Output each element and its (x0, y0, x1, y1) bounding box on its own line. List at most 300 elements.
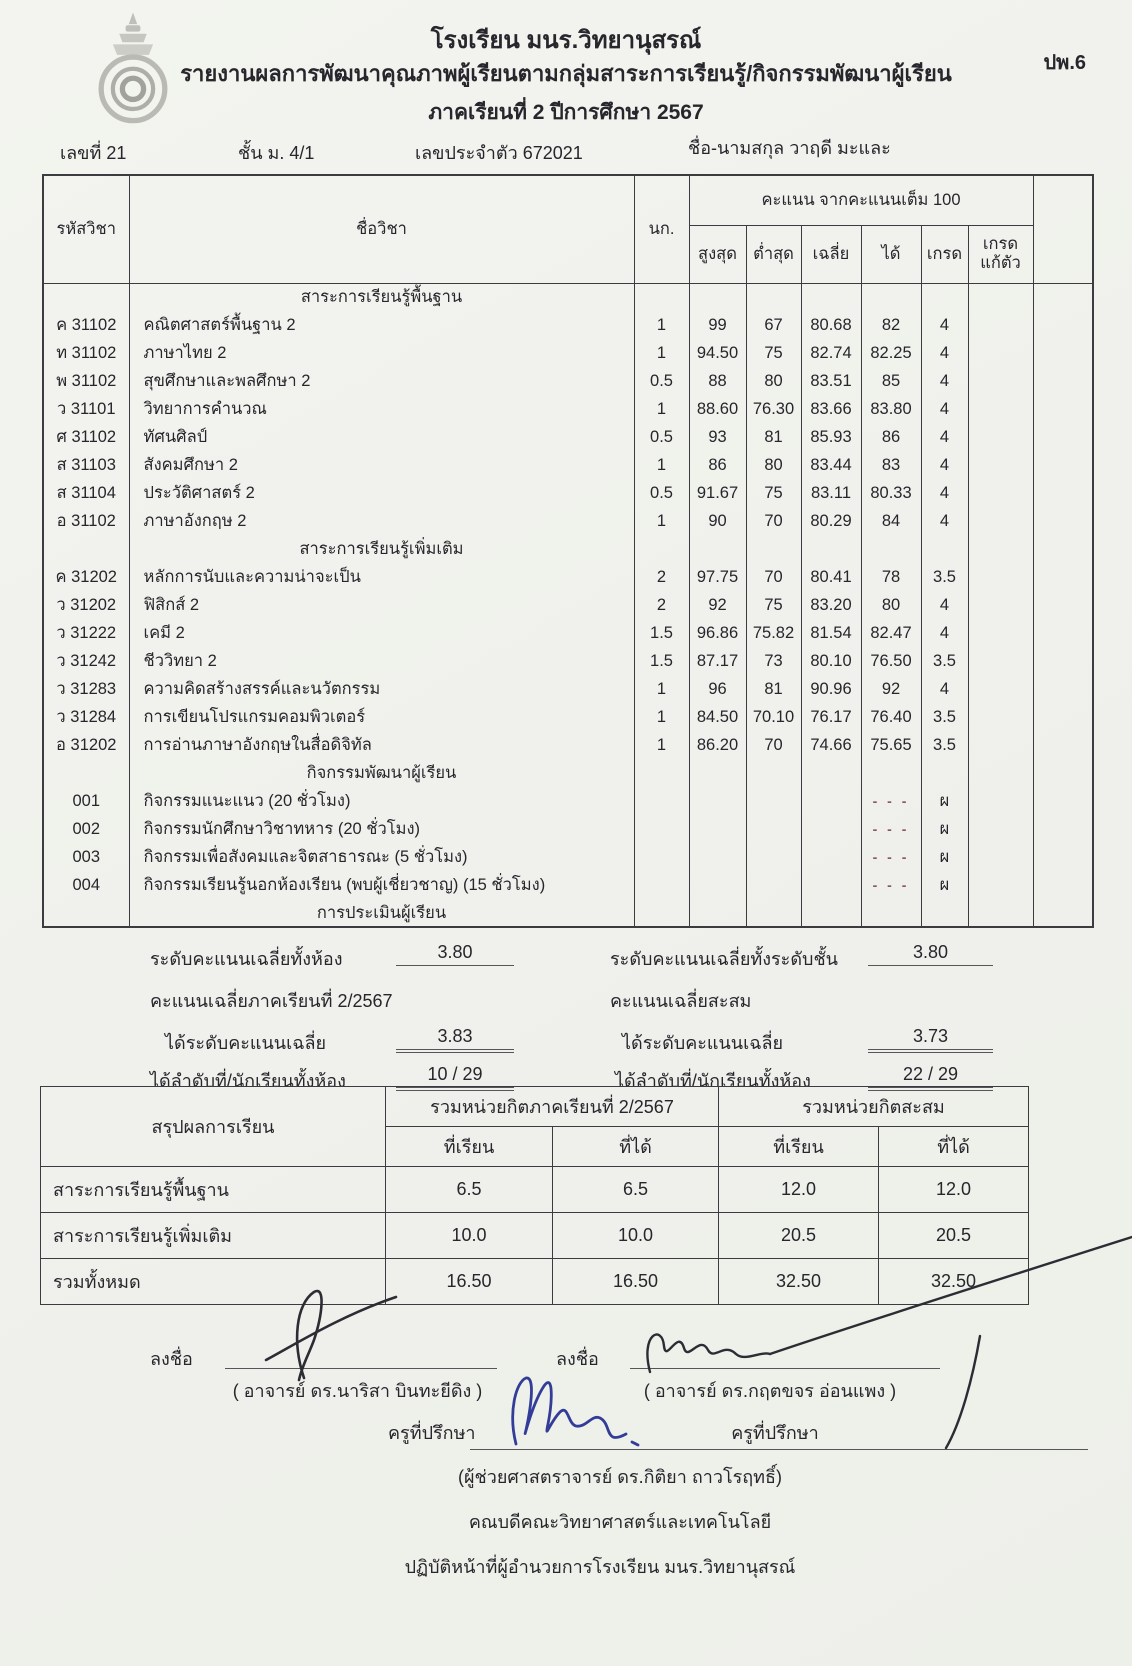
cell-term-earned: 10.0 (553, 1213, 719, 1259)
summary-section (0, 936, 1132, 1106)
cell-regrade (968, 647, 1033, 675)
grades-row (43, 339, 1093, 367)
student-class: ชั้น ม. 4/1 (238, 143, 315, 163)
cell-mean: 82.74 (801, 339, 861, 367)
cell-code (43, 759, 129, 787)
cell-regrade (968, 395, 1033, 423)
cell-mean: 90.96 (801, 675, 861, 703)
cell-name: กิจกรรมนักศึกษาวิชาทหาร (20 ชั่วโมง) (129, 815, 634, 843)
cell-regrade (968, 339, 1033, 367)
student-seat-no: เลขที่ 21 (60, 143, 127, 163)
cell-grade: 4 (921, 479, 968, 507)
cell-regrade (968, 899, 1033, 927)
cell-max (689, 787, 746, 815)
cell-blank (1033, 591, 1093, 619)
cell-mean (801, 871, 861, 899)
cell-got: - - - (861, 815, 921, 843)
cell-code: อ 31102 (56, 512, 116, 530)
grades-section-row (43, 283, 1093, 311)
summary-label: ระดับคะแนนเฉลี่ยทั้งระดับชั้น (610, 949, 838, 969)
grades-row (43, 731, 1093, 759)
cell-max: 86 (689, 451, 746, 479)
cell-max: 96 (689, 675, 746, 703)
cell-name: กิจกรรมแนะแนว (20 ชั่วโมง) (129, 787, 634, 815)
cell-name: การประเมินผู้เรียน (129, 899, 634, 927)
cell-min: 67 (746, 311, 801, 339)
grades-row (43, 675, 1093, 703)
grades-row (43, 395, 1093, 423)
cell-cum-enrolled: 12.0 (719, 1167, 879, 1213)
cell-name: สุขศึกษาและพลศึกษา 2 (129, 367, 634, 395)
cell-grade: 3.5 (921, 703, 968, 731)
cell-grade (921, 535, 968, 563)
cell-name: ชีววิทยา 2 (129, 647, 634, 675)
grades-table (42, 174, 1094, 928)
cell-credits: 1 (634, 507, 689, 535)
cell-got: 78 (861, 563, 921, 591)
cell-got: 82.25 (861, 339, 921, 367)
cell-grade (921, 759, 968, 787)
cell-got: 83.80 (861, 395, 921, 423)
cell-got (861, 759, 921, 787)
cell-grade: 4 (921, 423, 968, 451)
cell-got (861, 283, 921, 311)
cell-blank (1033, 311, 1093, 339)
cell-code (43, 899, 129, 927)
signature-section (0, 1316, 1132, 1666)
cell-credits (634, 283, 689, 311)
cell-mean: 80.10 (801, 647, 861, 675)
cell-max: 94.50 (689, 339, 746, 367)
cell-name: สาระการเรียนรู้เพิ่มเติม (129, 535, 634, 563)
cell-min: 70.10 (746, 703, 801, 731)
director-role-1: คณบดีคณะวิทยาศาสตร์และเทคโนโลยี (468, 1512, 772, 1532)
cell-grade: ผ (921, 815, 968, 843)
cell-name: วิทยาการคำนวณ (129, 395, 634, 423)
cell-name: กิจกรรมเรียนรู้นอกห้องเรียน (พบผู้เชี่ยวชาญ) (15 ชั่วโมง) (129, 871, 634, 899)
cell-credits: 1 (634, 395, 689, 423)
cell-cum-enrolled: 32.50 (719, 1259, 879, 1305)
student-id: เลขประจำตัว 672021 (415, 143, 583, 163)
cell-mean: 83.66 (801, 395, 861, 423)
col-header-code: รหัสวิชา (43, 175, 129, 283)
summary-value: 22 / 29 (868, 1064, 993, 1091)
cell-max: 99 (689, 311, 746, 339)
summary-value: 10 / 29 (396, 1064, 514, 1091)
cell-blank (1033, 619, 1093, 647)
grades-section-row (43, 535, 1093, 563)
cell-blank (1033, 843, 1093, 871)
cell-max (689, 871, 746, 899)
cell-blank (1033, 871, 1093, 899)
grades-row (43, 619, 1093, 647)
cell-cum-earned: 32.50 (879, 1259, 1029, 1305)
col-header-regrade: เกรด แก้ตัว (968, 225, 1033, 283)
cell-name: สาระการเรียนรู้พื้นฐาน (129, 283, 634, 311)
cell-code: ค 31102 (56, 316, 117, 334)
cell-blank (1033, 283, 1093, 311)
advisor-left-role: ครูที่ปรึกษา (388, 1423, 476, 1443)
cell-mean: 80.41 (801, 563, 861, 591)
cell-grade (921, 899, 968, 927)
cell-min: 81 (746, 675, 801, 703)
cell-mean: 83.11 (801, 479, 861, 507)
cell-blank (1033, 731, 1093, 759)
grades-section-row (43, 899, 1093, 927)
cell-name: การอ่านภาษาอังกฤษในสื่อดิจิทัล (129, 731, 634, 759)
signature-line-right (630, 1368, 940, 1369)
grades-row (43, 451, 1093, 479)
cell-blank (1033, 479, 1093, 507)
cell-blank (1033, 535, 1093, 563)
cell-blank (1033, 395, 1093, 423)
col-header-term-earned: ที่ได้ (553, 1127, 719, 1167)
cell-got: 85 (861, 367, 921, 395)
summary-value: 3.73 (868, 1026, 993, 1053)
cell-name: การเขียนโปรแกรมคอมพิวเตอร์ (129, 703, 634, 731)
cell-max: 86.20 (689, 731, 746, 759)
cell-cum-enrolled: 20.5 (719, 1213, 879, 1259)
grades-row (43, 311, 1093, 339)
cell-regrade (968, 423, 1033, 451)
cell-grade: 4 (921, 395, 968, 423)
cell-got: 80.33 (861, 479, 921, 507)
summary-label: ได้ลำดับที่/นักเรียนทั้งห้อง (615, 1071, 811, 1091)
cell-max: 84.50 (689, 703, 746, 731)
cell-min: 75.82 (746, 619, 801, 647)
cell-code: 001 (72, 791, 101, 810)
cell-name: เคมี 2 (129, 619, 634, 647)
cell-credits: 2 (634, 563, 689, 591)
cell-regrade (968, 451, 1033, 479)
summary-label: ได้ระดับคะแนนเฉลี่ย (165, 1033, 327, 1053)
cell-credits: 1 (634, 703, 689, 731)
cell-code (43, 283, 129, 311)
cell-code: ค 31202 (55, 568, 117, 586)
col-header-mean: เฉลี่ย (801, 225, 861, 283)
cell-grade: ผ (921, 787, 968, 815)
grades-row (43, 787, 1093, 815)
cell-code: พ 31102 (56, 372, 117, 390)
credits-table (40, 1086, 1029, 1305)
cell-got: 76.50 (861, 647, 921, 675)
cell-label: สาระการเรียนรู้เพิ่มเติม (41, 1213, 386, 1259)
col-header-credits: นก. (634, 175, 689, 283)
col-header-cum-earned: ที่ได้ (879, 1127, 1029, 1167)
cell-term-earned: 16.50 (553, 1259, 719, 1305)
cell-got: 75.65 (861, 731, 921, 759)
cell-blank (1033, 507, 1093, 535)
cell-max: 92 (689, 591, 746, 619)
col-header-blank (1033, 175, 1093, 283)
summary-label: ได้ระดับคะแนนเฉลี่ย (622, 1033, 784, 1053)
cell-max: 87.17 (689, 647, 746, 675)
grades-row (43, 647, 1093, 675)
cell-got (861, 899, 921, 927)
grades-row (43, 507, 1093, 535)
summary-label: คะแนนเฉลี่ยสะสม (610, 991, 752, 1011)
col-header-max: สูงสุด (689, 225, 746, 283)
cell-code: ว 31202 (56, 596, 117, 614)
cell-regrade (968, 619, 1033, 647)
cell-term-earned: 6.5 (553, 1167, 719, 1213)
cell-credits (634, 535, 689, 563)
cell-min: 73 (746, 647, 801, 675)
cell-credits: 1 (634, 675, 689, 703)
cell-grade: 4 (921, 367, 968, 395)
cell-min: 70 (746, 731, 801, 759)
cell-label: สาระการเรียนรู้พื้นฐาน (41, 1167, 386, 1213)
cell-got: 83 (861, 451, 921, 479)
credits-row (41, 1213, 1029, 1259)
cell-grade: 3.5 (921, 647, 968, 675)
cell-min: 75 (746, 591, 801, 619)
cell-grade: 4 (921, 339, 968, 367)
signature-line-director (470, 1449, 1088, 1450)
form-code-badge: ปพ.6 (1043, 52, 1086, 74)
cell-mean: 81.54 (801, 619, 861, 647)
cell-code (43, 535, 129, 563)
cell-regrade (968, 479, 1033, 507)
cell-code: 003 (72, 847, 101, 866)
cell-regrade (968, 507, 1033, 535)
cell-regrade (968, 563, 1033, 591)
cell-min: 75 (746, 479, 801, 507)
cell-name: สังคมศึกษา 2 (129, 451, 634, 479)
cell-max (689, 815, 746, 843)
cell-max: 91.67 (689, 479, 746, 507)
advisor-left-name: ( อาจารย์ ดร.นาริสา บินทะยีดิง ) (232, 1381, 483, 1401)
col-header-cum-enrolled: ที่เรียน (719, 1127, 879, 1167)
cell-grade: 4 (921, 311, 968, 339)
cell-blank (1033, 451, 1093, 479)
cell-min (746, 759, 801, 787)
cell-min: 75 (746, 339, 801, 367)
cell-credits: 1 (634, 311, 689, 339)
cell-term-enrolled: 16.50 (386, 1259, 553, 1305)
cell-got: - - - (861, 787, 921, 815)
cell-regrade (968, 367, 1033, 395)
director-role-2: ปฏิบัติหน้าที่ผู้อำนวยการโรงเรียน มนร.วิทยานุสรณ์ (404, 1557, 796, 1577)
report-title: รายงานผลการพัฒนาคุณภาพผู้เรียนตามกลุ่มสาระการเรียนรู้/กิจกรรมพัฒนาผู้เรียน (180, 61, 952, 86)
cell-min: 80 (746, 367, 801, 395)
cell-got: 92 (861, 675, 921, 703)
semester-line: ภาคเรียนที่ 2 ปีการศึกษา 2567 (428, 101, 704, 124)
cell-credits: 0.5 (634, 479, 689, 507)
cell-regrade (968, 675, 1033, 703)
cell-min (746, 899, 801, 927)
cell-credits: 0.5 (634, 367, 689, 395)
cell-code: ท 31102 (56, 344, 117, 362)
cell-mean: 83.20 (801, 591, 861, 619)
cell-min (746, 535, 801, 563)
cell-min (746, 815, 801, 843)
cell-credits (634, 843, 689, 871)
cell-blank (1033, 899, 1093, 927)
cell-term-enrolled: 10.0 (386, 1213, 553, 1259)
cell-code: ว 31222 (56, 624, 117, 642)
cell-got: 76.40 (861, 703, 921, 731)
cell-credits (634, 871, 689, 899)
cell-grade: 4 (921, 591, 968, 619)
cell-credits (634, 815, 689, 843)
cell-name: ฟิสิกส์ 2 (129, 591, 634, 619)
cell-credits (634, 759, 689, 787)
cell-credits: 0.5 (634, 423, 689, 451)
cell-name: ภาษาไทย 2 (129, 339, 634, 367)
cell-max (689, 843, 746, 871)
summary-value: 3.80 (868, 942, 993, 966)
grades-row (43, 367, 1093, 395)
cell-blank (1033, 703, 1093, 731)
cell-grade: 3.5 (921, 731, 968, 759)
advisor-right-role: ครูที่ปรึกษา (731, 1423, 819, 1443)
grades-row (43, 591, 1093, 619)
cell-mean (801, 899, 861, 927)
cell-max: 88 (689, 367, 746, 395)
director-name: (ผู้ช่วยศาสตราจารย์ ดร.กิติยา ถาวโรฤทธิ์) (457, 1467, 783, 1487)
cell-blank (1033, 815, 1093, 843)
cell-max: 97.75 (689, 563, 746, 591)
cell-max (689, 759, 746, 787)
col-header-term-enrolled: ที่เรียน (386, 1127, 553, 1167)
cell-blank (1033, 675, 1093, 703)
summary-label: คะแนนเฉลี่ยภาคเรียนที่ 2/2567 (150, 991, 393, 1011)
summary-value: 3.80 (396, 942, 514, 966)
cell-blank (1033, 787, 1093, 815)
cell-mean (801, 759, 861, 787)
cell-code: อ 31202 (56, 736, 117, 754)
cell-max: 93 (689, 423, 746, 451)
cell-blank (1033, 339, 1093, 367)
cell-name: กิจกรรมเพื่อสังคมและจิตสาธารณะ (5 ชั่วโมง) (129, 843, 634, 871)
cell-mean (801, 843, 861, 871)
cell-got (861, 535, 921, 563)
col-header-subject: ชื่อวิชา (129, 175, 634, 283)
summary-label: ได้ลำดับที่/นักเรียนทั้งห้อง (150, 1071, 346, 1091)
cell-name: ความคิดสร้างสรรค์และนวัตกรรม (129, 675, 634, 703)
cell-code: ศ 31102 (56, 428, 117, 446)
cell-code: 004 (72, 875, 101, 894)
cell-max (689, 535, 746, 563)
cell-code: ว 31242 (56, 652, 117, 670)
cell-got: 84 (861, 507, 921, 535)
cell-grade: 4 (921, 675, 968, 703)
cell-regrade (968, 787, 1033, 815)
grades-row (43, 843, 1093, 871)
cell-code: ส 31104 (56, 484, 116, 502)
cell-regrade (968, 759, 1033, 787)
cell-code: ว 31284 (56, 708, 117, 726)
cell-credits (634, 787, 689, 815)
cell-mean: 85.93 (801, 423, 861, 451)
cell-name: กิจกรรมพัฒนาผู้เรียน (129, 759, 634, 787)
cell-name: ภาษาอังกฤษ 2 (129, 507, 634, 535)
cell-name: ทัศนศิลป์ (129, 423, 634, 451)
cell-min (746, 787, 801, 815)
cell-regrade (968, 815, 1033, 843)
cell-code: 002 (72, 819, 101, 838)
col-header-score-group: คะแนน จากคะแนนเต็ม 100 (689, 175, 1033, 225)
cell-credits (634, 899, 689, 927)
cell-grade: 4 (921, 619, 968, 647)
cell-regrade (968, 731, 1033, 759)
cell-grade: ผ (921, 871, 968, 899)
cell-regrade (968, 703, 1033, 731)
cell-credits: 1.5 (634, 647, 689, 675)
cell-cum-earned: 20.5 (879, 1213, 1029, 1259)
cell-min: 76.30 (746, 395, 801, 423)
grades-row (43, 479, 1093, 507)
cell-min (746, 843, 801, 871)
cell-min (746, 283, 801, 311)
cell-regrade (968, 591, 1033, 619)
grades-row (43, 871, 1093, 899)
cell-got: 80 (861, 591, 921, 619)
col-header-term-group: รวมหน่วยกิตภาคเรียนที่ 2/2567 (386, 1087, 719, 1127)
cell-regrade (968, 843, 1033, 871)
credits-row (41, 1167, 1029, 1213)
cell-credits: 1 (634, 731, 689, 759)
cell-max: 90 (689, 507, 746, 535)
cell-max: 88.60 (689, 395, 746, 423)
signature-line-left (225, 1368, 497, 1369)
cell-mean: 80.68 (801, 311, 861, 339)
grades-rows (43, 283, 1093, 927)
cell-credits: 1.5 (634, 619, 689, 647)
cell-regrade (968, 283, 1033, 311)
cell-regrade (968, 535, 1033, 563)
cell-code: ว 31101 (56, 400, 116, 418)
grades-row (43, 703, 1093, 731)
cell-term-enrolled: 6.5 (386, 1167, 553, 1213)
credits-row (41, 1259, 1029, 1305)
cell-grade: 4 (921, 507, 968, 535)
grades-header-row-1 (43, 175, 1093, 225)
cell-min: 70 (746, 507, 801, 535)
cell-mean: 83.51 (801, 367, 861, 395)
sign-label-left: ลงชื่อ (150, 1349, 193, 1369)
cell-blank (1033, 759, 1093, 787)
cell-min (746, 871, 801, 899)
cell-credits: 1 (634, 451, 689, 479)
cell-got: - - - (861, 871, 921, 899)
cell-max (689, 283, 746, 311)
cell-min: 70 (746, 563, 801, 591)
col-header-got: ได้ (861, 225, 921, 283)
cell-regrade (968, 871, 1033, 899)
cell-blank (1033, 647, 1093, 675)
cell-mean: 74.66 (801, 731, 861, 759)
cell-name: คณิตศาสตร์พื้นฐาน 2 (129, 311, 634, 339)
cell-code: ว 31283 (56, 680, 117, 698)
cell-min: 81 (746, 423, 801, 451)
grades-row (43, 563, 1093, 591)
advisor-right-name: ( อาจารย์ ดร.กฤตขจร อ่อนแพง ) (643, 1381, 897, 1401)
summary-value: 3.83 (396, 1026, 514, 1053)
summary-label: ระดับคะแนนเฉลี่ยทั้งห้อง (150, 949, 343, 969)
cell-blank (1033, 367, 1093, 395)
col-header-cum-group: รวมหน่วยกิตสะสม (719, 1087, 1029, 1127)
student-name: ชื่อ-นามสกุล วาฤดี มะและ (688, 138, 891, 158)
grades-row (43, 815, 1093, 843)
cell-mean (801, 283, 861, 311)
cell-grade: ผ (921, 843, 968, 871)
cell-mean: 83.44 (801, 451, 861, 479)
cell-code: ส 31103 (56, 456, 116, 474)
cell-blank (1033, 423, 1093, 451)
cell-name: ประวัติศาสตร์ 2 (129, 479, 634, 507)
